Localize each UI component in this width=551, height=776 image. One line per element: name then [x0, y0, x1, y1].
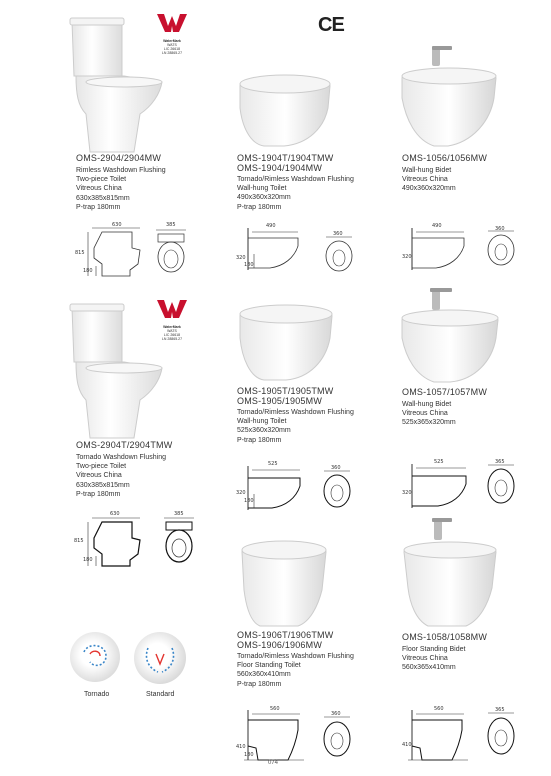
product-desc-line: P-trap 180mm: [76, 203, 121, 211]
side-view-drawing: [408, 462, 472, 510]
dim-label: 180: [244, 262, 254, 268]
product-code: OMS-2904/2904MW: [76, 153, 162, 163]
dim-label: 385: [166, 222, 176, 228]
product-desc-line: Tornado Washdown Flushing: [76, 454, 167, 461]
dim-label: 815: [74, 538, 84, 544]
top-view-drawing: [322, 234, 356, 274]
flush-type-label: Standard: [146, 691, 175, 698]
product-desc-line: Wall-hung Bidet: [402, 167, 452, 174]
product-p4: [76, 440, 172, 499]
standard-flush-photo: [134, 632, 186, 684]
top-view-drawing: [484, 228, 518, 268]
watermark-line: WATS: [167, 43, 177, 47]
product-desc-line: 630x385x815mm: [76, 194, 130, 202]
product-code: OMS-1905/1905MW: [237, 396, 323, 406]
product-p8: [402, 632, 487, 673]
watermark-line: WaterMark: [163, 39, 181, 43]
dim-label: 320: [236, 490, 246, 496]
dim-label: 525: [434, 459, 444, 465]
dim-label: 320: [402, 254, 412, 260]
product-desc-line: Two-piece Toilet: [76, 176, 127, 184]
product-desc-line: 560x365x410mm: [402, 664, 456, 672]
product-desc-line: Tornado/Rimless Washdown Flushing: [237, 409, 354, 416]
product-desc-line: 525x360x320mm: [237, 427, 291, 435]
product-code: OMS-1058/1058MW: [402, 632, 488, 642]
standard-flow-icon: [134, 632, 186, 684]
product-code: OMS-1904T/1904TMW: [237, 153, 334, 163]
product-desc-line: Floor Standing Bidet: [402, 646, 466, 653]
product-desc-line: Rimless Washdown Flushing: [76, 167, 166, 174]
product-desc-line: P-trap 180mm: [237, 203, 282, 211]
top-view-drawing: [484, 462, 518, 506]
dim-label: 180: [244, 752, 254, 758]
dim-label: 630: [112, 222, 122, 228]
page-number: 074: [268, 760, 279, 766]
dim-label: 320: [402, 490, 412, 496]
dim-label: 320: [236, 255, 246, 261]
watermark-line: WaterMark: [163, 325, 181, 329]
product-desc-line: Floor Standing Toilet: [237, 662, 301, 670]
dim-label: 630: [110, 511, 120, 517]
product-code: OMS-1056/1056MW: [402, 153, 488, 163]
product-desc-line: Wall-hung Toilet: [237, 185, 287, 193]
product-code: OMS-1905T/1905TMW: [237, 386, 334, 396]
dim-label: 180: [83, 268, 93, 274]
product-p2: [237, 153, 354, 212]
watermark-line: LN 28865.27: [161, 51, 183, 55]
product-desc-line: Wall-hung Toilet: [237, 418, 287, 426]
top-view-drawing: [160, 514, 198, 566]
wall-hung-toilet-photo: [234, 298, 336, 384]
product-code: OMS-1904/1904MW: [237, 163, 323, 173]
product-desc-line: Wall-hung Bidet: [402, 401, 452, 408]
top-view-drawing: [484, 710, 518, 758]
wall-hung-bidet-photo: [398, 286, 502, 386]
product-desc-line: 630x385x815mm: [76, 481, 130, 489]
side-view-drawing: [244, 464, 306, 512]
floor-standing-toilet-photo: [236, 536, 332, 628]
product-p6: [402, 387, 487, 428]
dim-label: 490: [432, 223, 442, 229]
dim-label: 180: [244, 498, 254, 504]
dim-label: 490: [266, 223, 276, 229]
dim-label: 560: [434, 706, 444, 712]
side-view-drawing: [408, 708, 470, 762]
tornado-flush-photo: [70, 632, 120, 682]
dim-label: 365: [495, 707, 505, 713]
dim-label: 560: [270, 706, 280, 712]
product-desc-line: 490x360x320mm: [237, 194, 291, 202]
dim-label: 360: [331, 711, 341, 717]
top-view-drawing: [320, 468, 354, 510]
top-view-drawing: [320, 714, 354, 760]
watermark-line: LIC 26618: [163, 47, 181, 51]
two-piece-toilet-photo: [62, 14, 167, 154]
dim-label: 360: [333, 231, 343, 237]
product-p7: [237, 630, 354, 689]
product-desc-line: Vitreous China: [76, 472, 122, 480]
product-desc-line: P-trap 180mm: [76, 490, 121, 498]
watermark-line: LIC 26618: [163, 333, 181, 337]
product-desc-line: Tornado/Rimless Washdown Flushing: [237, 176, 354, 183]
product-code: OMS-1906/1906MW: [237, 640, 323, 650]
side-view-drawing: [408, 226, 470, 272]
dim-label: 360: [495, 226, 505, 232]
dim-label: 815: [75, 250, 85, 256]
product-desc-line: Vitreous China: [402, 176, 448, 184]
product-desc-line: Vitreous China: [402, 655, 448, 663]
product-desc-line: Two-piece Toilet: [76, 463, 127, 471]
dim-label: 360: [331, 465, 341, 471]
dim-label: 410: [236, 744, 246, 750]
dim-label: 385: [174, 511, 184, 517]
floor-standing-bidet-photo: [400, 518, 500, 628]
product-p5: [237, 386, 354, 445]
product-desc-line: P-trap 180mm: [237, 436, 282, 444]
wall-hung-bidet-photo: [398, 42, 500, 150]
dim-label: 410: [402, 742, 412, 748]
product-code: OMS-1906T/1906TMW: [237, 630, 334, 640]
wall-hung-toilet-photo: [234, 68, 334, 150]
top-view-drawing: [152, 226, 190, 276]
dim-label: 525: [268, 461, 278, 467]
watermark-line: LN 28865.27: [161, 337, 183, 341]
dim-label: 365: [495, 459, 505, 465]
product-p3: [402, 153, 487, 194]
product-p1: [76, 153, 166, 212]
product-desc-line: Vitreous China: [76, 185, 122, 193]
product-desc-line: 560x360x410mm: [237, 671, 291, 679]
product-desc-line: P-trap 180mm: [237, 680, 282, 688]
flush-type-label: Tornado: [84, 691, 110, 698]
product-desc-line: Tornado/Rimless Washdown Flushing: [237, 653, 354, 660]
product-desc-line: 490x360x320mm: [402, 185, 456, 193]
product-desc-line: Vitreous China: [402, 410, 448, 418]
two-piece-toilet-photo: [62, 300, 167, 440]
watermark-line: WATS: [167, 329, 177, 333]
product-code: OMS-2904T/2904TMW: [76, 440, 173, 450]
tornado-swirl-icon: [70, 632, 120, 682]
ce-mark: CE: [318, 14, 344, 36]
product-code: OMS-1057/1057MW: [402, 387, 488, 397]
product-desc-line: 525x365x320mm: [402, 419, 456, 427]
dim-label: 180: [83, 557, 93, 563]
